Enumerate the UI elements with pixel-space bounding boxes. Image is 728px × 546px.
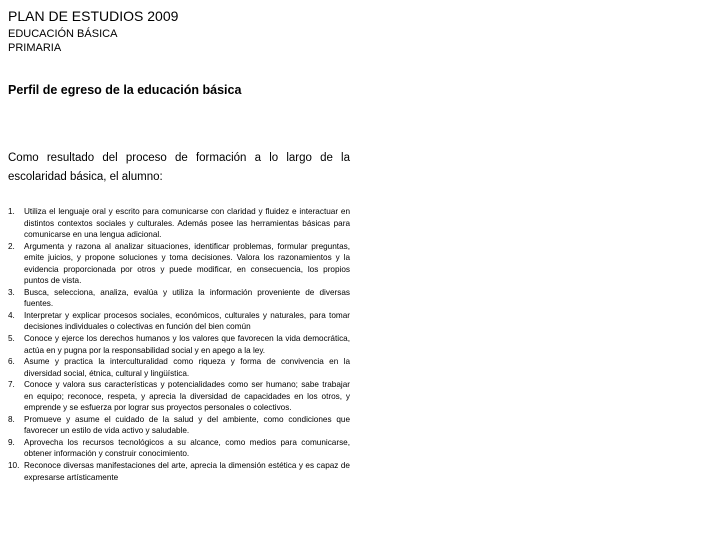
item-text: Promueve y asume el cuidado de la salud y del ambiente, como condiciones que favorecer un estilo de vida activo y saludable. [24, 414, 350, 436]
item-number: 4. [8, 310, 15, 320]
list-item [8, 356, 350, 379]
plan-title: PLAN DE ESTUDIOS 2009 [8, 8, 179, 24]
item-number: 2. [8, 241, 15, 251]
item-text: Conoce y valora sus características y potencialidades como ser humano; sabe trabajar en equipo; reconoce, respeta, y aprecia la diversidad de capacidades en los otros, y emprende y se esfuerza por lograr sus proyectos personales o colectivos. [24, 380, 350, 413]
item-text: Busca, selecciona, analiza, evalúa y utiliza la información proveniente de diversas fuentes. [24, 287, 350, 309]
item-number: 7. [8, 380, 15, 390]
school-level-title: PRIMARIA [8, 42, 62, 54]
list-item [8, 460, 350, 483]
item-text: Reconoce diversas manifestaciones del arte, aprecia la dimensión estética y es capaz de expresarse artísticamente [24, 461, 350, 482]
list-item [8, 287, 350, 310]
list-item [8, 379, 350, 414]
item-number: 5. [8, 334, 15, 344]
item-text: Aprovecha los recursos tecnológicos a su alcance, como medios para comunicarse, obtener información y construir conocimiento. [24, 437, 350, 459]
list-item [8, 206, 350, 241]
list-item [8, 241, 350, 287]
list-item [8, 310, 350, 333]
list-item [8, 414, 350, 437]
outcomes-list [8, 206, 350, 483]
item-number: 10. [8, 461, 20, 471]
item-text: Utiliza el lenguaje oral y escrito para comunicarse con claridad y fluidez e interactuar en distintos contextos sociales y culturales. Además posee las herramientas básicas para comunicarse en una lengua adicional. [24, 207, 350, 240]
list-item [8, 437, 350, 460]
item-text: Conoce y ejerce los derechos humanos y los valores que favorecen la vida democrática, actúa en y pugna por la responsabilidad social y en apego a la ley. [24, 334, 350, 355]
item-number: 9. [8, 437, 15, 447]
item-text: Interpretar y explicar procesos sociales, económicos, culturales y naturales, para tomar decisiones individuales o colectivas en función del bien común [24, 310, 350, 332]
item-number: 1. [8, 207, 15, 216]
item-number: 3. [8, 287, 15, 297]
document-header [8, 8, 178, 55]
item-number: 8. [8, 414, 15, 424]
section-title: Perfil de egreso de la educación básica [8, 83, 242, 97]
item-text: Argumenta y razona al analizar situaciones, identificar problemas, formular preguntas, emite juicios, y propone soluciones y toma decisiones. Valora los razonamientos y la evidencia proporcionada por otros y puede modificar, en consecuencia, los propios puntos de vista. [24, 241, 350, 286]
education-level-title: EDUCACIÓN BÁSICA [8, 28, 118, 40]
intro-paragraph: Como resultado del proceso de formación a lo largo de la escolaridad básica, el alumno: [8, 152, 350, 183]
item-number: 6. [8, 357, 15, 367]
list-item [8, 333, 350, 356]
item-text: Asume y practica la interculturalidad como riqueza y forma de convivencia en la diversidad social, étnica, cultural y lingüística. [24, 357, 350, 378]
